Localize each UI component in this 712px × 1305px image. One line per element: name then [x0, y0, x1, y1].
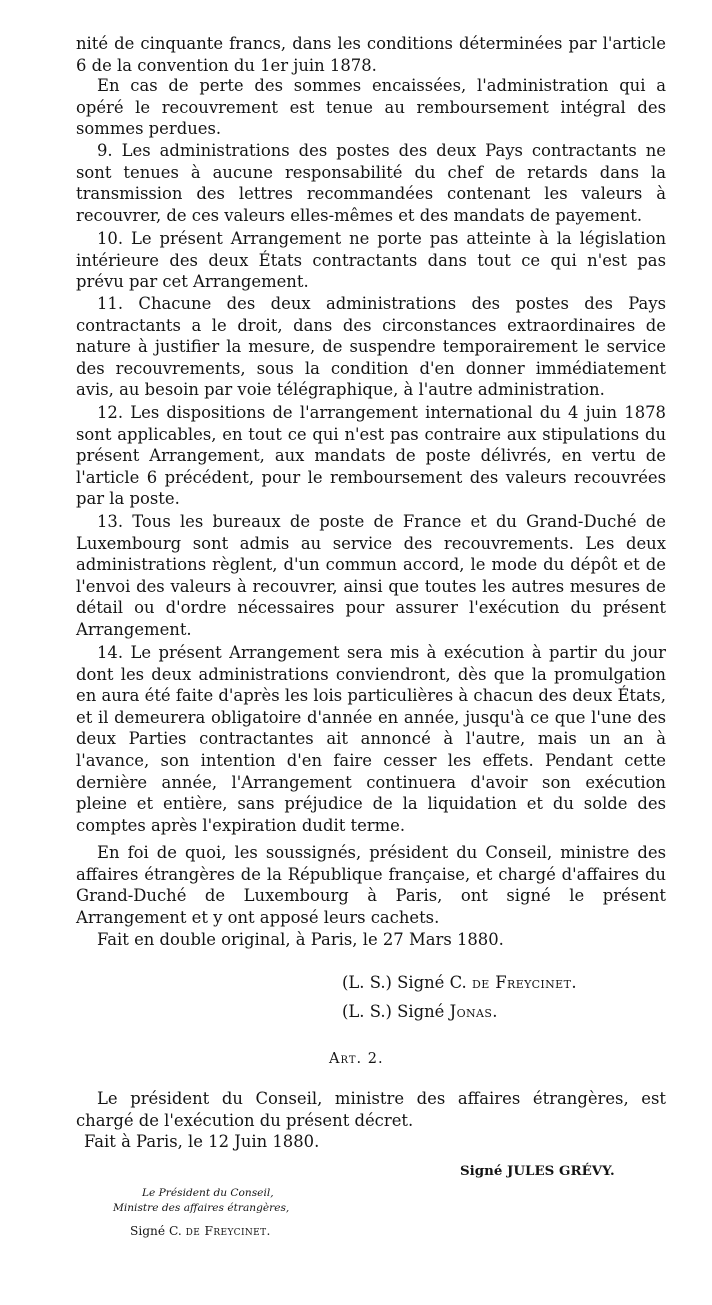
article-2-heading: Art. 2. — [329, 1051, 384, 1067]
article-10: 10. Le présent Arrangement ne porte pas atteinte à la législation intérieure des deux États contractants dans tout ce qui n'est pas prévu par cet Arrangement. — [76, 229, 666, 292]
signature-name: de Freycinet. — [471, 973, 577, 992]
article-12: 12. Les dispositions de l'arrangement international du 4 juin 1878 sont applicables, en tout ce qui n'est pas contraire aux stipulations du présent Arrangement, aux mandats de poste délivrés, en vertu de l'article 6 précédent, pour le remboursement des valeurs recouvrées par la poste. — [76, 403, 666, 509]
paragraph-continuation: nité de cinquante francs, dans les conditions déterminées par l'article 6 de la convention du 1er juin 1878. — [76, 34, 666, 75]
signature-jonas — [342, 1002, 498, 1021]
article-14: 14. Le présent Arrangement sera mis à exécution à partir du jour dont les deux administrations conviendront, dès que la promulgation en aura été faite d'après les lois particulières à chacun des deux États, et il demeurera obligatoire d'année en année, jusqu'à ce que l'une des deux Parties contractantes ait annoncé à l'autre, mais un an à l'avance, son intention d'en faire cesser les effets. Pendant cette dernière année, l'Arrangement continuera d'avoir son exécution pleine et entière, sans préjudice de la liquidation et du solde des comptes après l'expiration dudit terme. — [76, 643, 666, 835]
article-9: 9. Les administrations des postes des deux Pays contractants ne sont tenues à aucune responsabilité du chef de retards dans la transmission des lettres recommandées contenant les valeurs à recouvrer, de ces valeurs elles-mêmes et des mandats de payement. — [76, 141, 666, 225]
signature-prefix: Signé C. — [130, 1224, 182, 1238]
signature-prefix: (L. S.) Signé — [342, 1002, 445, 1021]
signature-minister — [130, 1224, 271, 1238]
paragraph-en-foi-de-quoi: En foi de quoi, les soussignés, président du Conseil, ministre des affaires étrangères de la République française, et chargé d'affaires du Grand-Duché de Luxembourg à Paris, ont signé le présent Arrangement et y ont apposé leurs cachets. — [76, 843, 666, 927]
signature-name: de Freycinet. — [185, 1224, 271, 1238]
paragraph-fait-double: Fait en double original, à Paris, le 27 Mars 1880. — [97, 930, 504, 949]
paragraph-fait-paris: Fait à Paris, le 12 Juin 1880. — [84, 1132, 320, 1151]
signature-name: Jonas. — [449, 1002, 498, 1021]
signature-freycinet — [342, 973, 577, 992]
article-13: 13. Tous les bureaux de poste de France et du Grand-Duché de Luxembourg sont admis au service des recouvrements. Les deux administrations règlent, d'un commun accord, le mode du dépôt et de l'envoi des valeurs à recouvrer, ainsi que toutes les autres mesures de détail ou d'ordre nécessaires pour assurer l'exécution du présent Arrangement. — [76, 512, 666, 639]
signature-prefix: (L. S.) Signé C. — [342, 973, 467, 992]
signature-grevy: Signé JULES GRÉVY. — [460, 1163, 615, 1179]
minister-title-line2: Ministre des affaires étrangères, — [113, 1202, 290, 1214]
minister-title-line1: Le Président du Conseil, — [142, 1187, 274, 1199]
article-2-text: Le président du Conseil, ministre des affaires étrangères, est chargé de l'exécution du présent décret. — [76, 1089, 666, 1130]
paragraph-perte: En cas de perte des sommes encaissées, l'administration qui a opéré le recouvrement est tenue au remboursement intégral des sommes perdues. — [76, 76, 666, 139]
article-11: 11. Chacune des deux administrations des postes des Pays contractants a le droit, dans des circonstances extraordinaires de nature à justifier la mesure, de suspendre temporairement le service des recouvrements, sous la condition d'en donner immédiatement avis, au besoin par voie télégraphique, à l'autre administration. — [76, 294, 666, 400]
